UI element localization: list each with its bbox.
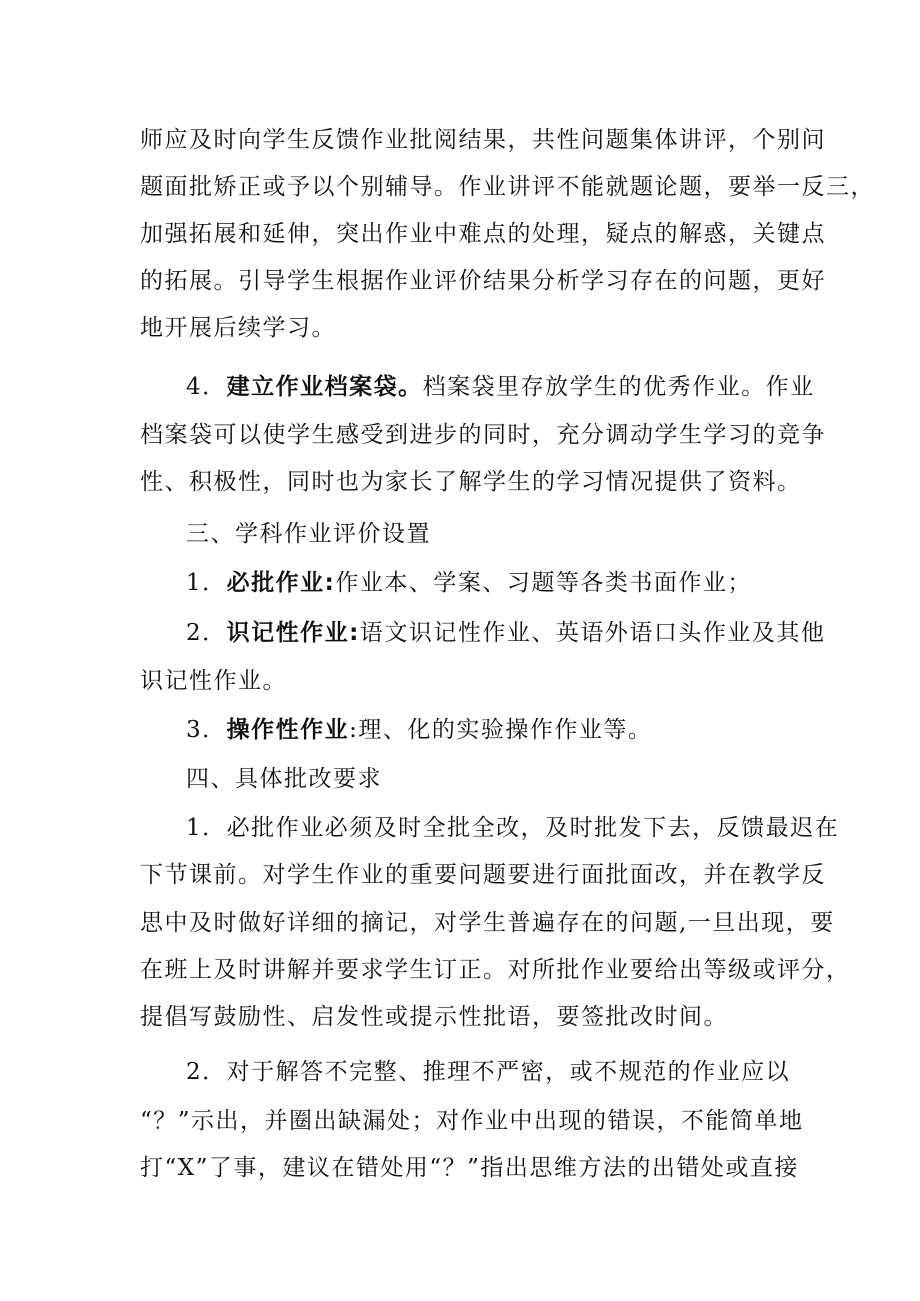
section-3-item-2-heading: 识记性作业: [226,620,360,646]
section-3-item-3-number: 3． [186,717,227,743]
item-4-line-3: 性、积极性，同时也为家长了解学生的学习情况提供了资料。 [140,469,802,495]
section-3-item-3-text: :理、化的实验操作作业等。 [349,717,653,743]
section-3-item-1-text: 作业本、学案、习题等各类书面作业； [335,570,752,596]
section-3-title: 三、学科作业评价设置 [186,521,431,547]
section-3-item-3-heading: 操作性作业 [226,717,350,743]
paragraph-1-line-4: 的拓展。引导学生根据作业评价结果分析学习存在的问题，更好 [140,268,826,294]
item-4-number: 4． [186,374,227,400]
section-3-item-2 [0,618,920,648]
section-4-item-1-line-3: 思中及时做好详细的摘记，对学生普遍存在的问题,一旦出现，要 [140,910,835,936]
section-3-item-2-line-2: 识记性作业。 [140,668,287,694]
section-4-title: 四、具体批改要求 [186,766,382,792]
section-4-item-1-line-5: 提倡写鼓励性、启发性或提示性批语，要签批改时间。 [140,1004,728,1030]
section-4-item-1-line-4: 在班上及时讲解并要求学生订正。对所批作业要给出等级或评分， [140,957,851,983]
section-4-item-1-line-2: 下节课前。对学生作业的重要问题要进行面批面改，并在教学反 [140,862,826,888]
paragraph-1-line-2: 题面批矫正或予以个别辅导。作业讲评不能就题论题，要举一反三， [140,174,875,200]
item-4-line-1 [0,372,920,402]
section-4-item-1-line-1: 1．必批作业必须及时全批全改，及时批发下去，反馈最迟在 [186,815,840,841]
item-4-text: 档案袋里存放学生的优秀作业。作业 [422,374,815,400]
section-4-item-2-line-1: 2．对于解答不完整、推理不严密，或不规范的作业应以 [186,1059,791,1085]
section-4-item-2-line-2: “？”示出，并圈出缺漏处；对作业中出现的错误，不能简单地 [140,1108,804,1134]
paragraph-1-line-5: 地开展后续学习。 [140,315,336,341]
section-3-item-2-number: 2． [186,620,227,646]
section-3-item-1-heading: 必批作业: [226,570,336,596]
item-4-heading: 建立作业档案袋。 [226,374,423,400]
section-4-item-2-line-3: 打“X”了事，建议在错处用“？”指出思维方法的出错处或直接 [140,1155,799,1181]
section-3-item-3 [0,715,920,745]
item-4-line-2: 档案袋可以使学生感受到进步的同时，充分调动学生学习的竞争 [140,422,826,448]
paragraph-1-line-3: 加强拓展和延伸，突出作业中难点的处理，疑点的解惑，关键点 [140,221,826,247]
paragraph-1-line-1: 师应及时向学生反馈作业批阅结果，共性问题集体讲评，个别问 [140,127,826,153]
section-3-item-1 [0,568,920,598]
section-3-item-2-text: 语文识记性作业、英语外语口头作业及其他 [359,620,826,646]
section-3-item-1-number: 1． [186,570,227,596]
